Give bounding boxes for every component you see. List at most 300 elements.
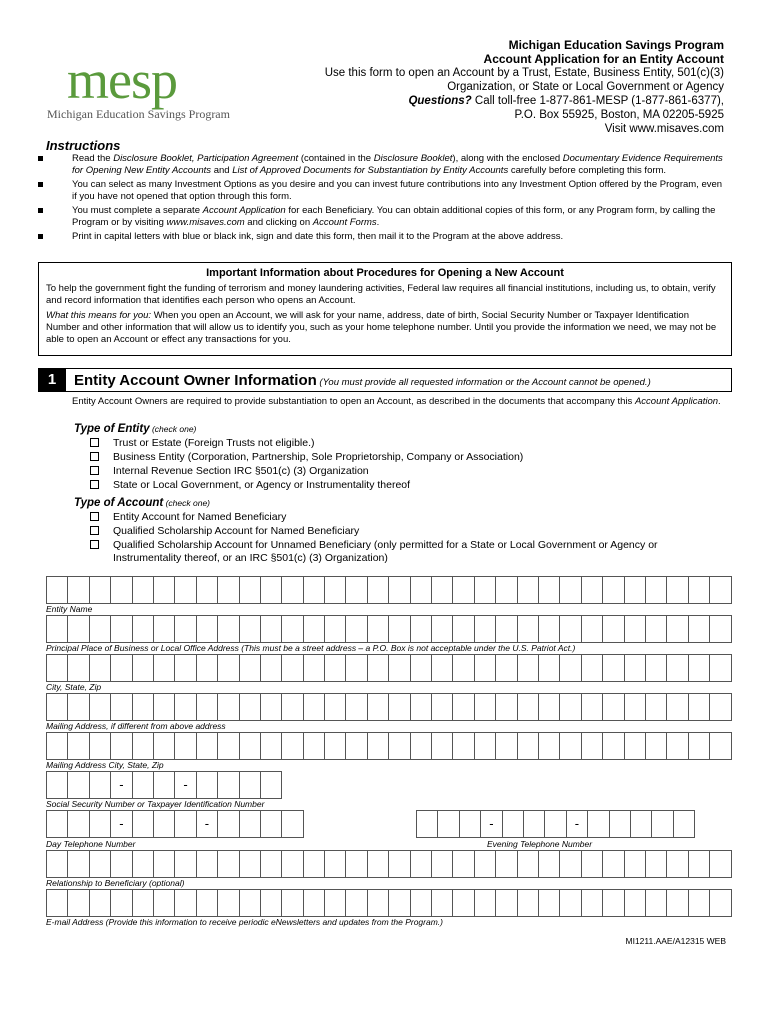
char-box[interactable] bbox=[197, 851, 218, 877]
separator-dash: - bbox=[197, 811, 218, 837]
char-box[interactable] bbox=[518, 890, 539, 916]
char-box[interactable] bbox=[503, 811, 524, 837]
char-box[interactable] bbox=[282, 577, 303, 603]
char-box[interactable] bbox=[197, 772, 218, 798]
char-box[interactable] bbox=[304, 655, 325, 681]
char-box[interactable] bbox=[689, 577, 710, 603]
char-box[interactable] bbox=[475, 577, 496, 603]
char-box[interactable] bbox=[68, 655, 89, 681]
char-box[interactable] bbox=[111, 890, 132, 916]
questions-label: Questions? bbox=[408, 95, 472, 107]
char-box[interactable] bbox=[646, 890, 667, 916]
char-box[interactable] bbox=[47, 577, 68, 603]
char-box[interactable] bbox=[475, 733, 496, 759]
char-box[interactable] bbox=[524, 811, 545, 837]
char-box[interactable] bbox=[133, 811, 154, 837]
important-info-p1: To help the government fight the funding of terrorism and money laundering activities, Federal law requires all financial institutions, including us, to obtain, verify and record information that identifies each person who opens an Account. bbox=[46, 283, 716, 306]
char-box[interactable] bbox=[625, 890, 646, 916]
char-box[interactable] bbox=[603, 616, 624, 642]
char-box[interactable] bbox=[460, 811, 481, 837]
char-box[interactable] bbox=[625, 616, 646, 642]
logo-subtitle: Michigan Education Savings Program bbox=[47, 107, 230, 121]
char-box[interactable] bbox=[389, 655, 410, 681]
char-box[interactable] bbox=[304, 694, 325, 720]
char-box[interactable] bbox=[496, 616, 517, 642]
char-box[interactable] bbox=[631, 811, 652, 837]
char-box[interactable] bbox=[411, 694, 432, 720]
char-box[interactable] bbox=[710, 733, 731, 759]
char-box[interactable] bbox=[218, 811, 239, 837]
evening-phone-boxes[interactable] bbox=[416, 810, 695, 838]
char-box[interactable] bbox=[261, 616, 282, 642]
char-box[interactable] bbox=[111, 655, 132, 681]
char-box[interactable] bbox=[582, 655, 603, 681]
char-box[interactable] bbox=[560, 577, 581, 603]
char-box[interactable] bbox=[496, 694, 517, 720]
char-box[interactable] bbox=[689, 616, 710, 642]
char-box[interactable] bbox=[667, 733, 688, 759]
char-box[interactable] bbox=[710, 851, 731, 877]
char-box[interactable] bbox=[411, 655, 432, 681]
char-box[interactable] bbox=[411, 577, 432, 603]
char-box[interactable] bbox=[539, 851, 560, 877]
char-box[interactable] bbox=[90, 694, 111, 720]
principal-address-boxes[interactable] bbox=[46, 615, 732, 643]
char-box[interactable] bbox=[411, 733, 432, 759]
char-box[interactable] bbox=[652, 811, 673, 837]
char-box[interactable] bbox=[539, 577, 560, 603]
char-box[interactable] bbox=[518, 733, 539, 759]
char-box[interactable] bbox=[346, 733, 367, 759]
char-box[interactable] bbox=[368, 655, 389, 681]
char-box[interactable] bbox=[539, 694, 560, 720]
char-box[interactable] bbox=[432, 577, 453, 603]
char-box[interactable] bbox=[582, 890, 603, 916]
char-box[interactable] bbox=[133, 655, 154, 681]
char-box[interactable] bbox=[175, 655, 196, 681]
char-box[interactable] bbox=[282, 811, 303, 837]
char-box[interactable] bbox=[325, 694, 346, 720]
char-box[interactable] bbox=[304, 733, 325, 759]
char-box[interactable] bbox=[432, 694, 453, 720]
char-box[interactable] bbox=[154, 851, 175, 877]
char-box[interactable] bbox=[218, 851, 239, 877]
char-box[interactable] bbox=[240, 890, 261, 916]
ssn-boxes[interactable] bbox=[46, 771, 282, 799]
char-box[interactable] bbox=[432, 655, 453, 681]
relationship-boxes[interactable] bbox=[46, 850, 732, 878]
char-box[interactable] bbox=[325, 733, 346, 759]
char-box[interactable] bbox=[667, 655, 688, 681]
char-box[interactable] bbox=[432, 616, 453, 642]
char-box[interactable] bbox=[389, 851, 410, 877]
char-box[interactable] bbox=[689, 851, 710, 877]
char-box[interactable] bbox=[90, 616, 111, 642]
char-box[interactable] bbox=[90, 811, 111, 837]
char-box[interactable] bbox=[68, 616, 89, 642]
char-box[interactable] bbox=[389, 694, 410, 720]
char-box[interactable] bbox=[154, 811, 175, 837]
char-box[interactable] bbox=[325, 890, 346, 916]
char-box[interactable] bbox=[175, 733, 196, 759]
char-box[interactable] bbox=[625, 851, 646, 877]
char-box[interactable] bbox=[240, 577, 261, 603]
char-box[interactable] bbox=[689, 655, 710, 681]
char-box[interactable] bbox=[560, 890, 581, 916]
char-box[interactable] bbox=[710, 577, 731, 603]
char-box[interactable] bbox=[282, 851, 303, 877]
form-title: Account Application for an Entity Account bbox=[483, 52, 724, 66]
char-box[interactable] bbox=[475, 694, 496, 720]
char-box[interactable] bbox=[389, 577, 410, 603]
checkbox[interactable] bbox=[90, 466, 99, 475]
char-box[interactable] bbox=[218, 655, 239, 681]
separator-dash: - bbox=[567, 811, 588, 837]
char-box[interactable] bbox=[68, 811, 89, 837]
char-box[interactable] bbox=[438, 811, 459, 837]
day-phone-label: Day Telephone Number bbox=[46, 839, 136, 849]
char-box[interactable] bbox=[603, 890, 624, 916]
char-box[interactable] bbox=[667, 616, 688, 642]
important-info-box bbox=[38, 262, 732, 356]
char-box[interactable] bbox=[261, 772, 282, 798]
char-box[interactable] bbox=[368, 694, 389, 720]
char-box[interactable] bbox=[560, 655, 581, 681]
char-box[interactable] bbox=[111, 733, 132, 759]
char-box[interactable] bbox=[368, 616, 389, 642]
char-box[interactable] bbox=[90, 772, 111, 798]
char-box[interactable] bbox=[603, 851, 624, 877]
char-box[interactable] bbox=[560, 851, 581, 877]
char-box[interactable] bbox=[261, 890, 282, 916]
checkbox[interactable] bbox=[90, 452, 99, 461]
char-box[interactable] bbox=[325, 851, 346, 877]
char-box[interactable] bbox=[432, 733, 453, 759]
char-box[interactable] bbox=[560, 616, 581, 642]
char-box[interactable] bbox=[496, 851, 517, 877]
city-state-zip-boxes[interactable] bbox=[46, 654, 732, 682]
char-box[interactable] bbox=[68, 577, 89, 603]
char-box[interactable] bbox=[47, 772, 68, 798]
char-box[interactable] bbox=[368, 577, 389, 603]
mailing-city-label: Mailing Address City, State, Zip bbox=[46, 760, 164, 770]
char-box[interactable] bbox=[539, 733, 560, 759]
char-box[interactable] bbox=[133, 694, 154, 720]
char-box[interactable] bbox=[197, 890, 218, 916]
checkbox[interactable] bbox=[90, 540, 99, 549]
char-box[interactable] bbox=[68, 733, 89, 759]
char-box[interactable] bbox=[411, 616, 432, 642]
char-box[interactable] bbox=[667, 577, 688, 603]
char-box[interactable] bbox=[282, 616, 303, 642]
char-box[interactable] bbox=[261, 694, 282, 720]
char-box[interactable] bbox=[261, 733, 282, 759]
char-box[interactable] bbox=[475, 616, 496, 642]
important-info-title: Important Information about Procedures for Opening a New Account bbox=[206, 267, 564, 279]
char-box[interactable] bbox=[261, 655, 282, 681]
char-box[interactable] bbox=[710, 616, 731, 642]
char-box[interactable] bbox=[582, 851, 603, 877]
char-box[interactable] bbox=[133, 890, 154, 916]
instructions-title: Instructions bbox=[46, 138, 121, 153]
char-box[interactable] bbox=[197, 733, 218, 759]
char-box[interactable] bbox=[346, 851, 367, 877]
instructions-list bbox=[38, 153, 728, 246]
char-box[interactable] bbox=[582, 577, 603, 603]
char-box[interactable] bbox=[47, 616, 68, 642]
char-box[interactable] bbox=[218, 772, 239, 798]
char-box[interactable] bbox=[90, 655, 111, 681]
char-box[interactable] bbox=[710, 890, 731, 916]
char-box[interactable] bbox=[475, 890, 496, 916]
account-type-option[interactable]: Qualified Scholarship Account for Named Beneficiary bbox=[90, 525, 720, 538]
char-box[interactable] bbox=[154, 890, 175, 916]
char-box[interactable] bbox=[47, 851, 68, 877]
char-box[interactable] bbox=[111, 577, 132, 603]
char-box[interactable] bbox=[111, 851, 132, 877]
mailing-address-boxes[interactable] bbox=[46, 693, 732, 721]
char-box[interactable] bbox=[240, 733, 261, 759]
char-box[interactable] bbox=[282, 655, 303, 681]
char-box[interactable] bbox=[710, 694, 731, 720]
char-box[interactable] bbox=[261, 811, 282, 837]
char-box[interactable] bbox=[133, 851, 154, 877]
char-box[interactable] bbox=[154, 616, 175, 642]
header-line-2: Organization, or State or Local Government or Agency bbox=[447, 81, 724, 93]
char-box[interactable] bbox=[603, 655, 624, 681]
char-box[interactable] bbox=[90, 890, 111, 916]
entity-type-option[interactable]: Business Entity (Corporation, Partnership, Sole Proprietorship, Company or Association) bbox=[90, 451, 720, 464]
char-box[interactable] bbox=[674, 811, 695, 837]
char-box[interactable] bbox=[432, 890, 453, 916]
char-box[interactable] bbox=[47, 655, 68, 681]
char-box[interactable] bbox=[218, 577, 239, 603]
char-box[interactable] bbox=[610, 811, 631, 837]
mailing-address-label: Mailing Address, if different from above address bbox=[46, 721, 226, 731]
char-box[interactable] bbox=[325, 655, 346, 681]
char-box[interactable] bbox=[47, 733, 68, 759]
char-box[interactable] bbox=[154, 577, 175, 603]
char-box[interactable] bbox=[240, 772, 261, 798]
char-box[interactable] bbox=[175, 811, 196, 837]
char-box[interactable] bbox=[368, 851, 389, 877]
char-box[interactable] bbox=[154, 733, 175, 759]
char-box[interactable] bbox=[710, 655, 731, 681]
entity-type-option[interactable]: Internal Revenue Section IRC §501(c) (3) Organization bbox=[90, 465, 720, 478]
mailing-address: P.O. Box 55925, Boston, MA 02205-5925 bbox=[514, 109, 724, 121]
mailing-city-boxes[interactable] bbox=[46, 732, 732, 760]
char-box[interactable] bbox=[197, 694, 218, 720]
char-box[interactable] bbox=[47, 890, 68, 916]
char-box[interactable] bbox=[453, 616, 474, 642]
char-box[interactable] bbox=[411, 851, 432, 877]
char-box[interactable] bbox=[175, 577, 196, 603]
char-box[interactable] bbox=[603, 733, 624, 759]
char-box[interactable] bbox=[68, 851, 89, 877]
char-box[interactable] bbox=[90, 851, 111, 877]
char-box[interactable] bbox=[453, 655, 474, 681]
separator-dash: - bbox=[481, 811, 502, 837]
char-box[interactable] bbox=[175, 851, 196, 877]
char-box[interactable] bbox=[545, 811, 566, 837]
char-box[interactable] bbox=[90, 733, 111, 759]
char-box[interactable] bbox=[496, 577, 517, 603]
char-box[interactable] bbox=[646, 694, 667, 720]
entity-type-option[interactable]: State or Local Government, or Agency or Instrumentality thereof bbox=[90, 479, 720, 492]
char-box[interactable] bbox=[496, 890, 517, 916]
char-box[interactable] bbox=[133, 772, 154, 798]
char-box[interactable] bbox=[475, 655, 496, 681]
char-box[interactable] bbox=[368, 733, 389, 759]
char-box[interactable] bbox=[240, 811, 261, 837]
char-box[interactable] bbox=[47, 811, 68, 837]
char-box[interactable] bbox=[346, 694, 367, 720]
char-box[interactable] bbox=[432, 851, 453, 877]
char-box[interactable] bbox=[625, 577, 646, 603]
char-box[interactable] bbox=[689, 890, 710, 916]
char-box[interactable] bbox=[453, 851, 474, 877]
char-box[interactable] bbox=[689, 694, 710, 720]
checkbox[interactable] bbox=[90, 512, 99, 521]
char-box[interactable] bbox=[47, 694, 68, 720]
char-box[interactable] bbox=[588, 811, 609, 837]
char-box[interactable] bbox=[417, 811, 438, 837]
char-box[interactable] bbox=[197, 577, 218, 603]
checkbox[interactable] bbox=[90, 438, 99, 447]
char-box[interactable] bbox=[625, 733, 646, 759]
char-box[interactable] bbox=[175, 890, 196, 916]
separator-dash: - bbox=[175, 772, 196, 798]
char-box[interactable] bbox=[518, 577, 539, 603]
char-box[interactable] bbox=[560, 733, 581, 759]
char-box[interactable] bbox=[646, 655, 667, 681]
char-box[interactable] bbox=[539, 890, 560, 916]
account-type-option[interactable]: Qualified Scholarship Account for Unnamed Beneficiary (only permitted for a State or Local Government or Agency or Instrumentality thereof, or an IRC §501(c) (3) Organization) bbox=[90, 539, 720, 565]
entity-type-option[interactable]: Trust or Estate (Foreign Trusts not eligible.) bbox=[90, 437, 720, 450]
char-box[interactable] bbox=[133, 577, 154, 603]
checkbox[interactable] bbox=[90, 526, 99, 535]
char-box[interactable] bbox=[582, 694, 603, 720]
char-box[interactable] bbox=[218, 616, 239, 642]
char-box[interactable] bbox=[111, 694, 132, 720]
char-box[interactable] bbox=[453, 694, 474, 720]
char-box[interactable] bbox=[453, 733, 474, 759]
char-box[interactable] bbox=[304, 577, 325, 603]
char-box[interactable] bbox=[68, 694, 89, 720]
char-box[interactable] bbox=[625, 694, 646, 720]
char-box[interactable] bbox=[111, 616, 132, 642]
char-box[interactable] bbox=[368, 890, 389, 916]
char-box[interactable] bbox=[346, 655, 367, 681]
char-box[interactable] bbox=[518, 694, 539, 720]
char-box[interactable] bbox=[625, 655, 646, 681]
account-type-option[interactable]: Entity Account for Named Beneficiary bbox=[90, 511, 720, 524]
char-box[interactable] bbox=[240, 655, 261, 681]
char-box[interactable] bbox=[133, 616, 154, 642]
char-box[interactable] bbox=[646, 733, 667, 759]
char-box[interactable] bbox=[518, 616, 539, 642]
account-type-title: Type of Account (check one) bbox=[74, 497, 211, 509]
char-box[interactable] bbox=[389, 890, 410, 916]
entity-name-boxes[interactable] bbox=[46, 576, 732, 604]
char-box[interactable] bbox=[133, 733, 154, 759]
checkbox[interactable] bbox=[90, 480, 99, 489]
char-box[interactable] bbox=[582, 616, 603, 642]
char-box[interactable] bbox=[218, 733, 239, 759]
char-box[interactable] bbox=[603, 694, 624, 720]
char-box[interactable] bbox=[539, 655, 560, 681]
char-box[interactable] bbox=[282, 733, 303, 759]
char-box[interactable] bbox=[453, 890, 474, 916]
char-box[interactable] bbox=[197, 616, 218, 642]
char-box[interactable] bbox=[175, 616, 196, 642]
char-box[interactable] bbox=[346, 577, 367, 603]
char-box[interactable] bbox=[518, 655, 539, 681]
char-box[interactable] bbox=[218, 890, 239, 916]
char-box[interactable] bbox=[261, 577, 282, 603]
char-box[interactable] bbox=[90, 577, 111, 603]
char-box[interactable] bbox=[496, 733, 517, 759]
char-box[interactable] bbox=[453, 577, 474, 603]
char-box[interactable] bbox=[560, 694, 581, 720]
char-box[interactable] bbox=[304, 890, 325, 916]
char-box[interactable] bbox=[667, 694, 688, 720]
day-phone-boxes[interactable] bbox=[46, 810, 304, 838]
char-box[interactable] bbox=[389, 616, 410, 642]
char-box[interactable] bbox=[667, 851, 688, 877]
char-box[interactable] bbox=[154, 655, 175, 681]
char-box[interactable] bbox=[240, 694, 261, 720]
char-box[interactable] bbox=[346, 616, 367, 642]
char-box[interactable] bbox=[154, 694, 175, 720]
instruction-item: Read the Disclosure Booklet, Participation Agreement (contained in the Disclosure Booklet), along with the enclosed Documentary Evidence Requirements for Opening New Entity Accounts and List of Approved Documents for Substantiation by Entity Accounts carefully before completing this form. bbox=[38, 153, 728, 176]
char-box[interactable] bbox=[646, 577, 667, 603]
char-box[interactable] bbox=[282, 694, 303, 720]
char-box[interactable] bbox=[389, 733, 410, 759]
section-number: 1 bbox=[38, 368, 66, 392]
char-box[interactable] bbox=[175, 694, 196, 720]
char-box[interactable] bbox=[325, 616, 346, 642]
char-box[interactable] bbox=[518, 851, 539, 877]
char-box[interactable] bbox=[475, 851, 496, 877]
char-box[interactable] bbox=[218, 694, 239, 720]
char-box[interactable] bbox=[154, 772, 175, 798]
char-box[interactable] bbox=[539, 616, 560, 642]
char-box[interactable] bbox=[646, 851, 667, 877]
char-box[interactable] bbox=[261, 851, 282, 877]
char-box[interactable] bbox=[346, 890, 367, 916]
entity-type-title: Type of Entity (check one) bbox=[74, 423, 197, 435]
char-box[interactable] bbox=[667, 890, 688, 916]
email-boxes[interactable] bbox=[46, 889, 732, 917]
char-box[interactable] bbox=[304, 616, 325, 642]
char-box[interactable] bbox=[304, 851, 325, 877]
char-box[interactable] bbox=[411, 890, 432, 916]
char-box[interactable] bbox=[68, 890, 89, 916]
char-box[interactable] bbox=[603, 577, 624, 603]
char-box[interactable] bbox=[197, 655, 218, 681]
char-box[interactable] bbox=[240, 851, 261, 877]
separator-dash: - bbox=[111, 811, 132, 837]
char-box[interactable] bbox=[325, 577, 346, 603]
char-box[interactable] bbox=[496, 655, 517, 681]
char-box[interactable] bbox=[582, 733, 603, 759]
char-box[interactable] bbox=[282, 890, 303, 916]
char-box[interactable] bbox=[240, 616, 261, 642]
char-box[interactable] bbox=[646, 616, 667, 642]
char-box[interactable] bbox=[689, 733, 710, 759]
char-box[interactable] bbox=[68, 772, 89, 798]
